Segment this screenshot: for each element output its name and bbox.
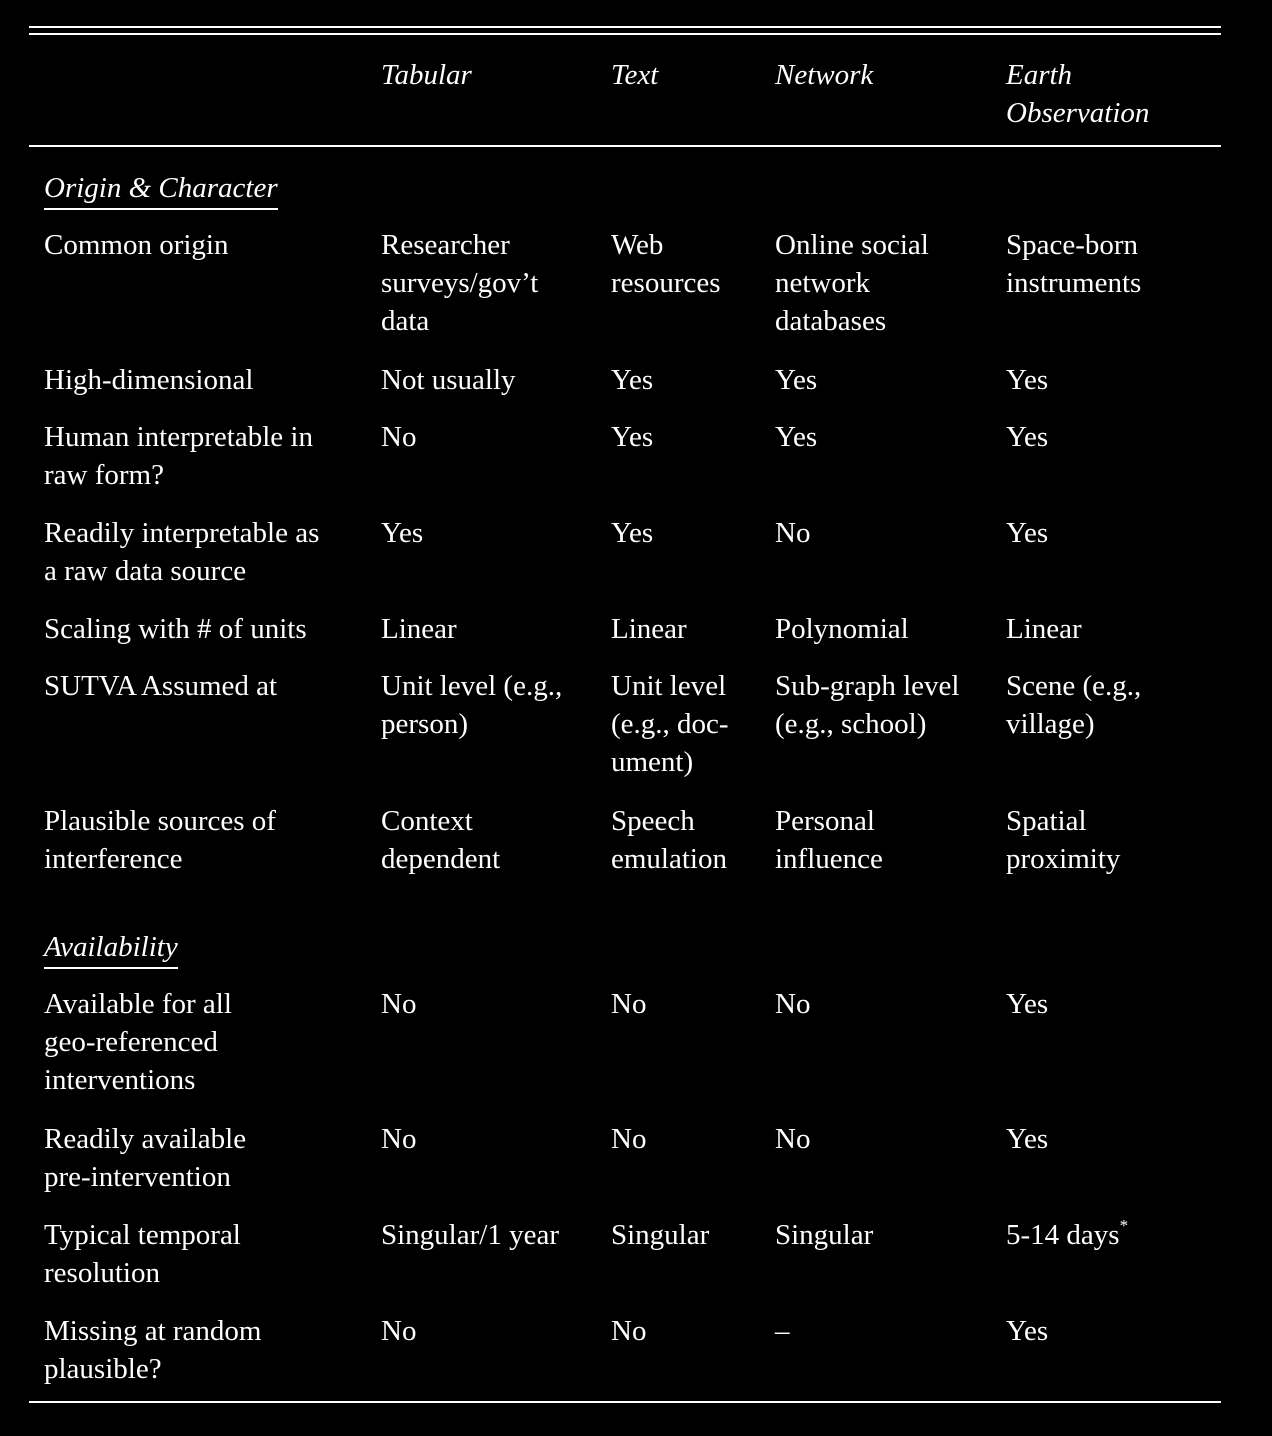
table-cell: Space-born instruments [1006, 229, 1142, 299]
table-cell: Scene (e.g., village) [1006, 670, 1142, 740]
table-cell: Yes [1006, 1315, 1049, 1347]
table-cell: Unit level (e.g., person) [381, 670, 563, 740]
table-cell: Yes [611, 421, 654, 453]
footnote-marker: * [1119, 1216, 1129, 1236]
table-cell: Yes [611, 517, 654, 549]
table-cell: No [381, 1123, 417, 1155]
table-cell [1006, 1216, 1128, 1254]
row-label: Readily available pre-intervention [44, 1123, 247, 1193]
column-header-text: Text [611, 59, 659, 91]
table-cell: Singular [775, 1219, 874, 1251]
row-label: Plausible sources of interference [44, 805, 276, 875]
top-rule [29, 26, 1221, 28]
table-cell: No [381, 1315, 417, 1347]
table-cell: Speech emulation [611, 805, 727, 875]
row-label: SUTVA Assumed at [44, 670, 278, 702]
table-cell: Linear [381, 613, 457, 645]
section-title-origin-character: Origin & Character [44, 169, 278, 210]
row-label: Typical temporal resolution [44, 1219, 241, 1289]
table-cell: Yes [775, 364, 818, 396]
table-cell: Researcher surveys/gov’t data [381, 229, 539, 337]
table-cell: No [611, 1123, 647, 1155]
table-cell: Yes [1006, 517, 1049, 549]
table-cell: Yes [1006, 421, 1049, 453]
table-cell: Sub-graph level (e.g., school) [775, 670, 960, 740]
row-label: Common origin [44, 229, 229, 261]
table-cell: Linear [1006, 613, 1082, 645]
table-cell: Context dependent [381, 805, 501, 875]
table-cell: No [381, 421, 417, 453]
row-label: High-dimensional [44, 364, 254, 396]
table-cell: Not usually [381, 364, 516, 396]
row-label: Scaling with # of units [44, 613, 307, 645]
table-cell: No [775, 988, 811, 1020]
top-rule-inner [29, 33, 1221, 35]
header-rule [29, 145, 1221, 147]
table-cell: No [775, 517, 811, 549]
table-cell: No [611, 1315, 647, 1347]
bottom-rule [29, 1401, 1221, 1403]
table-cell: Web resources [611, 229, 721, 299]
table-cell: No [611, 988, 647, 1020]
table-cell: Yes [775, 421, 818, 453]
table-cell: Unit level (e.g., doc- ument) [611, 670, 729, 778]
row-label: Readily interpretable as a raw data source [44, 517, 320, 587]
table-cell: Yes [1006, 988, 1049, 1020]
row-label: Missing at random plausible? [44, 1315, 262, 1385]
table-cell: Yes [1006, 364, 1049, 396]
table-cell: Singular [611, 1219, 710, 1251]
table-cell: Online social network databases [775, 229, 929, 337]
table-cell: Singular/1 year [381, 1219, 559, 1251]
column-header-network: Network [775, 59, 874, 91]
table-cell: Yes [611, 364, 654, 396]
table-cell: No [381, 988, 417, 1020]
table-cell: – [775, 1315, 790, 1347]
table-cell: No [775, 1123, 811, 1155]
section-title-availability: Availability [44, 928, 178, 969]
column-header-earth-observation: Earth Observation [1006, 59, 1150, 129]
table-cell: Yes [381, 517, 424, 549]
cell-value: 5-14 days [1006, 1219, 1120, 1251]
table-cell: Spatial proximity [1006, 805, 1121, 875]
row-label: Available for all geo-referenced interventions [44, 988, 232, 1096]
table-cell: Personal influence [775, 805, 883, 875]
table-cell: Yes [1006, 1123, 1049, 1155]
table-cell: Linear [611, 613, 687, 645]
column-header-tabular: Tabular [381, 59, 472, 91]
row-label: Human interpretable in raw form? [44, 421, 313, 491]
table-cell: Polynomial [775, 613, 909, 645]
